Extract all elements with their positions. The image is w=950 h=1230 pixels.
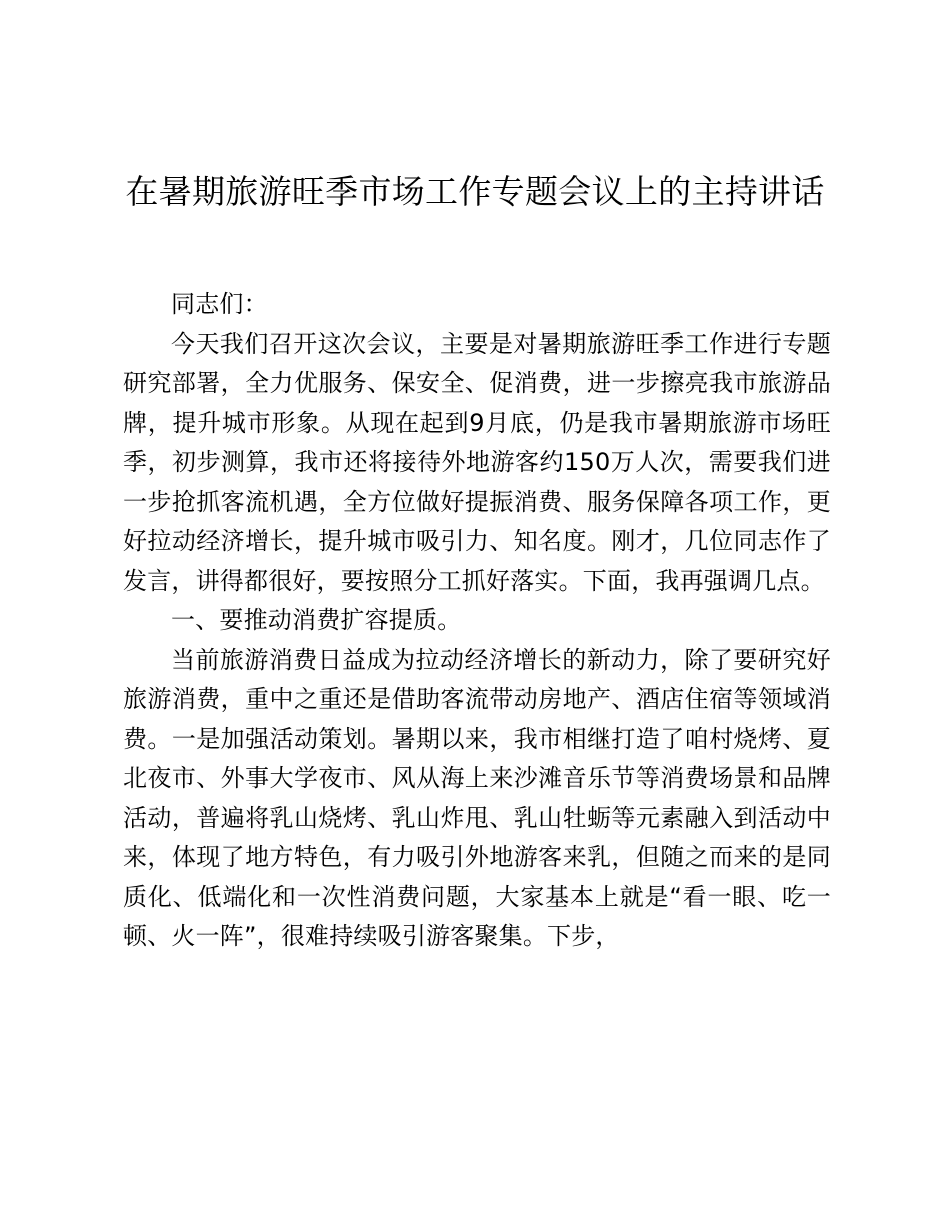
paragraph-heading-1: 一、要推动消费扩容提质。 bbox=[171, 606, 462, 634]
paragraph-greeting: 同志们： bbox=[171, 290, 268, 318]
document-title: 在暑期旅游旺季市场工作专题会议上的主持讲话 bbox=[125, 172, 825, 211]
paragraph-intro: 今天我们召开这次会议，主要是对暑期旅游旺季工作进行专题研究部署，全力优服务、保安全、促消费，进一步擦亮我市旅游品牌，提升城市形象。从现在起到9月底，仍是我市暑期旅游市场旺季，初步测算，我市还将接待外地游客约150万人次，需要我们进一步抢抓客流机遇，全方位做好提振消费、服务保障各项工作，更好拉动经济增长，提升城市吸引力、知名度。刚才，几位同志作了发言，讲得都很好，要按照分工抓好落实。下面，我再强调几点。 bbox=[123, 329, 831, 595]
paragraph-section-1: 当前旅游消费日益成为拉动经济增长的新动力，除了要研究好旅游消费，重中之重还是借助客流带动房地产、酒店住宿等领域消费。一是加强活动策划。暑期以来，我市相继打造了咱村烧烤、夏北夜市、外事大学夜市、风从海上来沙滩音乐节等消费场景和品牌活动，普遍将乳山烧烤、乳山炸甩、乳山牡蛎等元素融入到活动中来，体现了地方特色，有力吸引外地游客来乳，但随之而来的是同质化、低端化和一次性消费问题，大家基本上就是“看一眼、吃一顿、火一阵”，很难持续吸引游客聚集。下步， bbox=[123, 645, 831, 950]
document-body bbox=[123, 285, 831, 957]
